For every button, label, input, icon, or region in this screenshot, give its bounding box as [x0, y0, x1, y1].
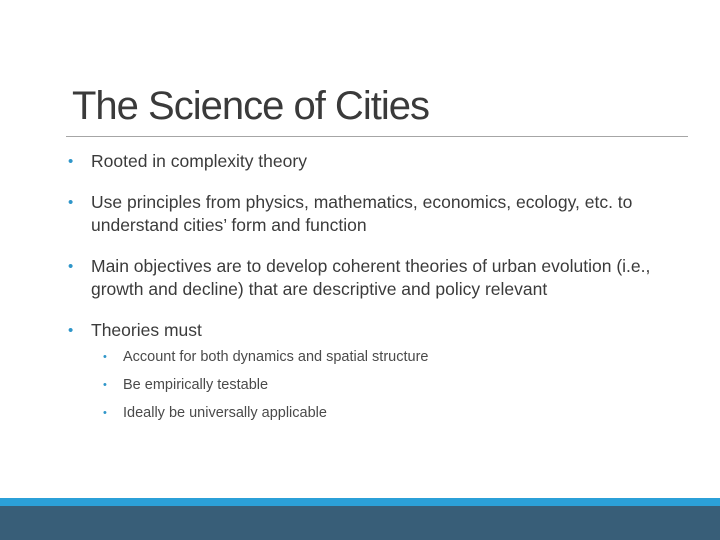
bullet-icon: • [68, 322, 74, 339]
sub-bullet-text: Be empirically testable [123, 377, 269, 393]
bullet-item [66, 319, 666, 342]
bullet-text: Use principles from physics, mathematics, economics, ecology, etc. to understand cities’ form and function [91, 192, 633, 235]
sub-bullet-icon: • [103, 351, 107, 363]
sub-bullet-icon: • [103, 379, 107, 391]
bullet-icon: • [68, 194, 74, 211]
sub-bullet-item [66, 348, 666, 367]
footer-band [0, 506, 720, 540]
footer-accent-band [0, 498, 720, 506]
sub-bullet-item [66, 376, 666, 395]
slide-title: The Science of Cities [72, 84, 429, 128]
sub-bullet-list [66, 348, 666, 423]
bullet-text: Main objectives are to develop coherent theories of urban evolution (i.e., growth and decline) that are descriptive and policy relevant [91, 256, 651, 299]
bullet-item [66, 191, 666, 237]
bullet-item [66, 255, 666, 301]
bullet-text: Theories must [91, 320, 202, 340]
sub-bullet-text: Ideally be universally applicable [123, 405, 327, 421]
bullet-item [66, 150, 666, 173]
sub-bullet-item [66, 404, 666, 423]
bullet-icon: • [68, 258, 74, 275]
title-divider [66, 136, 688, 137]
bullet-text: Rooted in complexity theory [91, 151, 307, 171]
bullet-icon: • [68, 153, 74, 170]
bullet-list [66, 150, 666, 432]
sub-bullet-text: Account for both dynamics and spatial structure [123, 349, 429, 365]
sub-bullet-icon: • [103, 407, 107, 419]
